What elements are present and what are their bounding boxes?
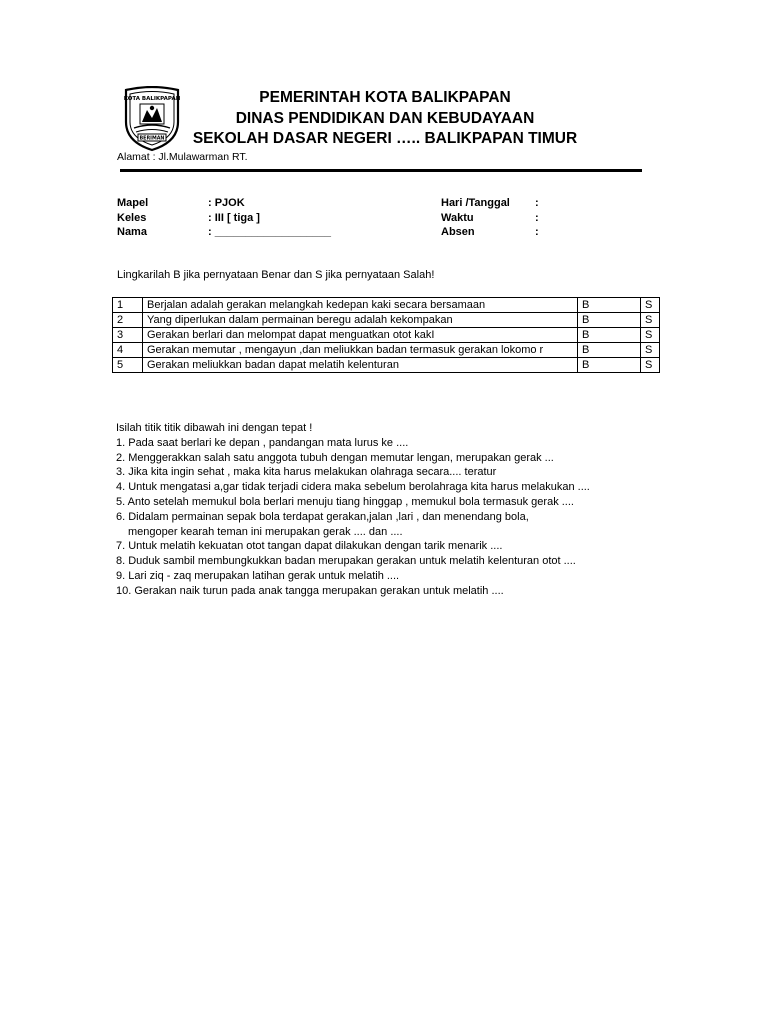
item-number: 2 — [113, 313, 143, 328]
option-s[interactable]: S — [641, 298, 660, 313]
logo-text-top: KOTA BALIKPAPAN — [123, 96, 181, 102]
question-9: 9. Lari ziq - zaq merupakan latihan gerak untuk melatih .... — [116, 569, 400, 582]
option-b[interactable]: B — [578, 298, 641, 313]
question-4: 4. Untuk mengatasi a,gar tidak terjadi cidera maka sebelum berolahraga kita harus melakukan .... — [116, 481, 590, 494]
question-1: 1. Pada saat berlari ke depan , pandangan mata lurus ke .... — [116, 436, 409, 449]
table-row — [113, 343, 660, 358]
table-row — [113, 298, 660, 313]
identity-row-kelas — [117, 211, 331, 226]
item-statement: Yang diperlukan dalam permainan beregu adalah kekompakan — [143, 313, 578, 328]
identity-left — [117, 196, 331, 240]
identity-value: : III [ tiga ] — [208, 211, 260, 224]
identity-row-mapel — [117, 196, 331, 211]
letterhead-divider — [120, 169, 642, 172]
identity-value: : — [535, 211, 539, 224]
item-statement: Berjalan adalah gerakan melangkah kedepan kaki secara bersamaan — [143, 298, 578, 313]
option-b[interactable]: B — [578, 358, 641, 373]
option-b[interactable]: B — [578, 313, 641, 328]
identity-value: : — [535, 226, 539, 238]
item-statement: Gerakan meliukkan badan dapat melatih kelenturan — [143, 358, 578, 373]
identity-key: Nama — [117, 226, 147, 238]
item-statement: Gerakan berlari dan melompat dapat menguatkan otot kakI — [143, 328, 578, 343]
item-number: 4 — [113, 343, 143, 358]
identity-row-absen — [441, 225, 539, 240]
letterhead — [190, 88, 580, 150]
question-7: 7. Untuk melatih kekuatan otot tangan dapat dilakukan dengan tarik menarik .... — [116, 540, 503, 553]
identity-key: Keles — [117, 211, 147, 224]
fill-in-instruction: Isilah titik titik dibawah ini dengan tepat ! — [116, 422, 313, 434]
fill-in-section — [116, 421, 590, 599]
identity-value: : — [535, 197, 539, 209]
table-row — [113, 313, 660, 328]
question-8: 8. Duduk sambil membungkukkan badan merupakan gerakan untuk melatih kelenturan otot .... — [116, 555, 576, 568]
identity-value: : ___________________ — [208, 226, 331, 238]
option-s[interactable]: S — [641, 358, 660, 373]
identity-row-tanggal — [441, 196, 539, 211]
identity-row-waktu — [441, 211, 539, 226]
question-3: 3. Jika kita ingin sehat , maka kita harus melakukan olahraga secara.... teratur — [116, 466, 497, 479]
question-6: 6. Didalam permainan sepak bola terdapat gerakan,jalan ,lari , dan menendang bola, — [116, 510, 529, 523]
question-10: 10. Gerakan naik turun pada anak tangga merupakan gerakan untuk melatih .... — [116, 584, 504, 597]
item-statement: Gerakan memutar , mengayun ,dan meliukkan badan termasuk gerakan lokomo r — [143, 343, 578, 358]
city-emblem-logo — [120, 86, 184, 152]
item-number: 3 — [113, 328, 143, 343]
identity-key: Waktu — [441, 211, 474, 224]
true-false-table — [112, 297, 660, 373]
option-s[interactable]: S — [641, 313, 660, 328]
option-s[interactable]: S — [641, 343, 660, 358]
letterhead-government: PEMERINTAH KOTA BALIKPAPAN — [259, 89, 511, 106]
school-address: Alamat : Jl.Mulawarman RT. — [117, 151, 248, 163]
identity-key: Mapel — [117, 197, 149, 209]
question-5: 5. Anto setelah memukul bola berlari menuju tiang hinggap , memukul bola termasuk gerak .... — [116, 495, 574, 508]
item-number: 1 — [113, 298, 143, 313]
identity-key: Hari /Tanggal — [441, 197, 510, 209]
table-row — [113, 358, 660, 373]
identity-right — [441, 196, 539, 240]
letterhead-school: SEKOLAH DASAR NEGERI ….. BALIKPAPAN TIMUR — [192, 130, 578, 147]
question-6-continuation: mengoper kearah teman ini merupakan gerak .... dan .... — [128, 525, 403, 538]
identity-key: Absen — [441, 226, 475, 238]
question-2: 2. Menggerakkan salah satu anggota tubuh dengan memutar lengan, merupakan gerak ... — [116, 451, 554, 464]
letterhead-department: DINAS PENDIDIKAN DAN KEBUDAYAAN — [235, 109, 535, 127]
option-s[interactable]: S — [641, 328, 660, 343]
true-false-instruction: Lingkarilah B jika pernyataan Benar dan S jika pernyataan Salah! — [117, 269, 435, 281]
option-b[interactable]: B — [578, 343, 641, 358]
option-b[interactable]: B — [578, 328, 641, 343]
item-number: 5 — [113, 358, 143, 373]
identity-value: : PJOK — [208, 197, 245, 209]
table-row — [113, 328, 660, 343]
logo-text-bottom: BERIMAN — [139, 136, 165, 142]
identity-row-nama — [117, 225, 331, 240]
